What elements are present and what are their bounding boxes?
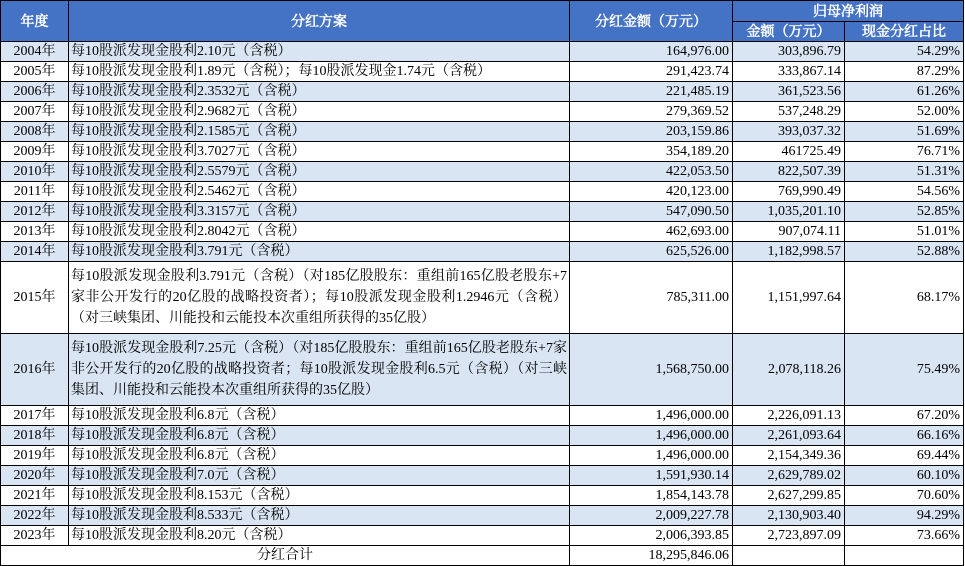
- table-row: [1, 222, 964, 242]
- plan-cell: 每10股派发现金股利6.8元（含税）: [69, 446, 570, 466]
- net-profit-cell: 333,867.14: [733, 62, 845, 82]
- year-cell: 2022年: [1, 506, 69, 526]
- net-profit-cell: 461725.49: [733, 142, 845, 162]
- dividend-amount-cell: 291,423.74: [570, 62, 733, 82]
- table-row: [1, 426, 964, 446]
- plan-cell: 每10股派发现金股利2.3532元（含税）: [69, 82, 570, 102]
- table-header: [1, 1, 964, 42]
- dividend-amount-cell: 1,854,143.78: [570, 486, 733, 506]
- cash-ratio-cell: 51.69%: [845, 122, 964, 142]
- year-cell: 2009年: [1, 142, 69, 162]
- total-label: 分红合计: [1, 546, 570, 566]
- cash-ratio-cell: 52.85%: [845, 202, 964, 222]
- net-profit-cell: 1,035,201.10: [733, 202, 845, 222]
- plan-cell: 每10股派发现金股利3.791元（含税）: [69, 242, 570, 262]
- dividend-amount-cell: 1,496,000.00: [570, 426, 733, 446]
- table-row: [1, 162, 964, 182]
- plan-cell: 每10股派发现金股利6.8元（含税）: [69, 426, 570, 446]
- table-row: [1, 202, 964, 222]
- table-row: [1, 446, 964, 466]
- cash-ratio-cell: 54.56%: [845, 182, 964, 202]
- table-row: [1, 486, 964, 506]
- table-row: [1, 506, 964, 526]
- net-profit-cell: 2,261,093.64: [733, 426, 845, 446]
- plan-cell: 每10股派发现金股利2.9682元（含税）: [69, 102, 570, 122]
- year-cell: 2006年: [1, 82, 69, 102]
- cash-ratio-cell: 70.60%: [845, 486, 964, 506]
- dividend-amount-cell: 422,053.50: [570, 162, 733, 182]
- table-row: [1, 142, 964, 162]
- table-row: [1, 122, 964, 142]
- table-row: [1, 182, 964, 202]
- plan-cell: 每10股派发现金股利8.533元（含税）: [69, 506, 570, 526]
- net-profit-cell: 822,507.39: [733, 162, 845, 182]
- cash-ratio-cell: 51.01%: [845, 222, 964, 242]
- total-net-profit-empty: [733, 546, 845, 566]
- cash-ratio-cell: 67.20%: [845, 406, 964, 426]
- header-dividend-amount: 分红金额（万元）: [570, 1, 733, 42]
- table-row: [1, 242, 964, 262]
- plan-cell: 每10股派发现金股利8.20元（含税）: [69, 526, 570, 546]
- header-net-profit-amount: 金额（万元）: [733, 22, 845, 42]
- dividend-amount-cell: 2,009,227.78: [570, 506, 733, 526]
- plan-cell: 每10股派发现金股利8.153元（含税）: [69, 486, 570, 506]
- year-cell: 2023年: [1, 526, 69, 546]
- table-row: [1, 62, 964, 82]
- year-cell: 2016年: [1, 334, 69, 406]
- dividend-amount-cell: 354,189.20: [570, 142, 733, 162]
- dividend-amount-cell: 1,568,750.00: [570, 334, 733, 406]
- plan-cell: 每10股派发现金股利6.8元（含税）: [69, 406, 570, 426]
- net-profit-cell: 361,523.56: [733, 82, 845, 102]
- dividend-amount-cell: 221,485.19: [570, 82, 733, 102]
- cash-ratio-cell: 61.26%: [845, 82, 964, 102]
- net-profit-cell: 393,037.32: [733, 122, 845, 142]
- plan-cell: 每10股派发现金股利3.7027元（含税）: [69, 142, 570, 162]
- dividend-amount-cell: 547,090.50: [570, 202, 733, 222]
- total-ratio-empty: [845, 546, 964, 566]
- dividend-amount-cell: 420,123.00: [570, 182, 733, 202]
- year-cell: 2005年: [1, 62, 69, 82]
- year-cell: 2018年: [1, 426, 69, 446]
- dividend-amount-cell: 1,496,000.00: [570, 446, 733, 466]
- header-year: 年度: [1, 1, 69, 42]
- plan-cell: 每10股派发现金股利2.5579元（含税）: [69, 162, 570, 182]
- table-row: [1, 42, 964, 62]
- cash-ratio-cell: 51.31%: [845, 162, 964, 182]
- table-row: [1, 526, 964, 546]
- cash-ratio-cell: 54.29%: [845, 42, 964, 62]
- net-profit-cell: 2,078,118.26: [733, 334, 845, 406]
- net-profit-cell: 2,629,789.02: [733, 466, 845, 486]
- dividend-amount-cell: 279,369.52: [570, 102, 733, 122]
- table-row: [1, 466, 964, 486]
- plan-cell: 每10股派发现金股利7.25元（含税）（对185亿股股东：重组前165亿股老股东+7家非公开发行的20亿股的战略投资者；每10股派发现金股利6.5元（含税）（对三峡集团、川能投和云能投本次重组所获得的35亿股）: [69, 334, 570, 406]
- cash-ratio-cell: 87.29%: [845, 62, 964, 82]
- plan-cell: 每10股派发现金股利3.3157元（含税）: [69, 202, 570, 222]
- cash-ratio-cell: 52.88%: [845, 242, 964, 262]
- plan-cell: 每10股派发现金股利1.89元（含税）；每10股派发现金1.74元（含税）: [69, 62, 570, 82]
- year-cell: 2015年: [1, 262, 69, 334]
- plan-cell: 每10股派发现金股利2.1585元（含税）: [69, 122, 570, 142]
- year-cell: 2010年: [1, 162, 69, 182]
- cash-ratio-cell: 66.16%: [845, 426, 964, 446]
- net-profit-cell: 2,154,349.36: [733, 446, 845, 466]
- net-profit-cell: 2,130,903.40: [733, 506, 845, 526]
- dividend-amount-cell: 1,496,000.00: [570, 406, 733, 426]
- dividend-amount-cell: 1,591,930.14: [570, 466, 733, 486]
- dividend-amount-cell: 203,159.86: [570, 122, 733, 142]
- net-profit-cell: 2,723,897.09: [733, 526, 845, 546]
- cash-ratio-cell: 68.17%: [845, 262, 964, 334]
- total-dividend-amount: 18,295,846.06: [570, 546, 733, 566]
- dividend-amount-cell: 164,976.00: [570, 42, 733, 62]
- year-cell: 2007年: [1, 102, 69, 122]
- net-profit-cell: 1,151,997.64: [733, 262, 845, 334]
- year-cell: 2004年: [1, 42, 69, 62]
- plan-cell: 每10股派发现金股利2.8042元（含税）: [69, 222, 570, 242]
- table-row: [1, 406, 964, 426]
- net-profit-cell: 2,226,091.13: [733, 406, 845, 426]
- year-cell: 2011年: [1, 182, 69, 202]
- dividend-amount-cell: 462,693.00: [570, 222, 733, 242]
- table-body: [1, 42, 964, 546]
- year-cell: 2012年: [1, 202, 69, 222]
- net-profit-cell: 537,248.29: [733, 102, 845, 122]
- header-dividend-plan: 分红方案: [69, 1, 570, 42]
- plan-cell: 每10股派发现金股利2.10元（含税）: [69, 42, 570, 62]
- cash-ratio-cell: 73.66%: [845, 526, 964, 546]
- cash-ratio-cell: 94.29%: [845, 506, 964, 526]
- net-profit-cell: 2,627,299.85: [733, 486, 845, 506]
- cash-ratio-cell: 76.71%: [845, 142, 964, 162]
- plan-cell: 每10股派发现金股利7.0元（含税）: [69, 466, 570, 486]
- table-row: [1, 82, 964, 102]
- dividend-amount-cell: 2,006,393.85: [570, 526, 733, 546]
- cash-ratio-cell: 75.49%: [845, 334, 964, 406]
- year-cell: 2021年: [1, 486, 69, 506]
- net-profit-cell: 1,182,998.57: [733, 242, 845, 262]
- table-row: [1, 102, 964, 122]
- header-net-profit-group: 归母净利润: [733, 1, 964, 22]
- net-profit-cell: 769,990.49: [733, 182, 845, 202]
- cash-ratio-cell: 69.44%: [845, 446, 964, 466]
- cash-ratio-cell: 60.10%: [845, 466, 964, 486]
- net-profit-cell: 907,074.11: [733, 222, 845, 242]
- year-cell: 2013年: [1, 222, 69, 242]
- plan-cell: 每10股派发现金股利2.5462元（含税）: [69, 182, 570, 202]
- cash-ratio-cell: 52.00%: [845, 102, 964, 122]
- total-row: [1, 546, 964, 566]
- dividend-amount-cell: 625,526.00: [570, 242, 733, 262]
- year-cell: 2017年: [1, 406, 69, 426]
- year-cell: 2020年: [1, 466, 69, 486]
- header-cash-dividend-ratio: 现金分红占比: [845, 22, 964, 42]
- year-cell: 2019年: [1, 446, 69, 466]
- table-row: [1, 334, 964, 406]
- year-cell: 2008年: [1, 122, 69, 142]
- dividend-amount-cell: 785,311.00: [570, 262, 733, 334]
- year-cell: 2014年: [1, 242, 69, 262]
- table-footer: [1, 546, 964, 566]
- net-profit-cell: 303,896.79: [733, 42, 845, 62]
- table-row: [1, 262, 964, 334]
- plan-cell: 每10股派发现金股利3.791元（含税）（对185亿股股东：重组前165亿股老股东+7家非公开发行的20亿股的战略投资者）；每10股派发现金股利1.2946元（含税）（对三峡集团、川能投和云能投本次重组所获得的35亿股）: [69, 262, 570, 334]
